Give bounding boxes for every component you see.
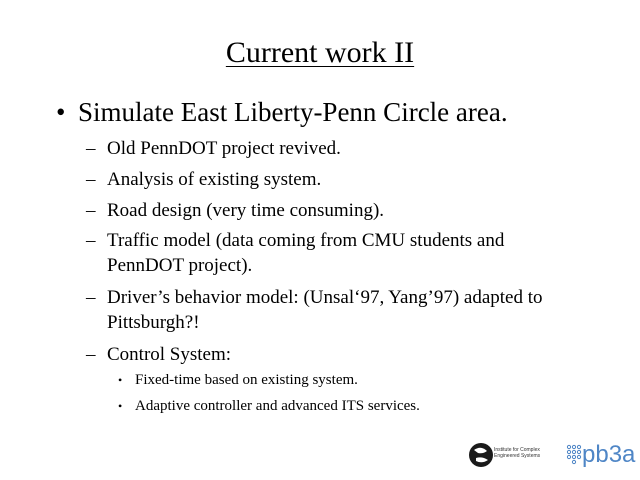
control-item-text: Adaptive controller and advanced ITS services. (135, 398, 420, 414)
bullet-marker: • (56, 97, 66, 127)
icx-logo-text: Institute for Complex Engineered Systems (494, 447, 541, 459)
main-bullet-text: Simulate East Liberty-Penn Circle area. (78, 97, 508, 127)
dash-marker: – (86, 200, 96, 221)
control-item-text: Fixed-time based on existing system. (135, 372, 358, 388)
pb3a-logo-text: pb3a (582, 441, 636, 468)
bullet-marker: • (118, 373, 123, 387)
dots-logo-icon (566, 444, 582, 466)
dash-marker: – (86, 138, 96, 159)
sub-item-text: Traffic model (data coming from CMU students and PennDOT project). (107, 230, 505, 276)
slide-title: Current work II (225, 36, 415, 69)
dash-marker: – (86, 287, 96, 308)
dash-marker: – (86, 169, 96, 190)
sub-item-text: Old PennDOT project revived. (107, 138, 341, 159)
sub-item-text: Road design (very time consuming). (107, 200, 385, 221)
bullet-marker: • (118, 399, 123, 413)
icx-logo-icon (468, 441, 496, 469)
footer-logos (468, 436, 636, 476)
sub-item-text: Control System: (107, 344, 232, 365)
sub-item-text: Driver’s behavior model: (Unsal‘97, Yang’97) adapted to Pittsburgh?! (107, 287, 543, 333)
dash-marker: – (86, 230, 96, 251)
pb3a-logo (566, 438, 636, 474)
dash-marker: – (86, 344, 96, 365)
sub-item-text: Analysis of existing system. (107, 169, 322, 190)
